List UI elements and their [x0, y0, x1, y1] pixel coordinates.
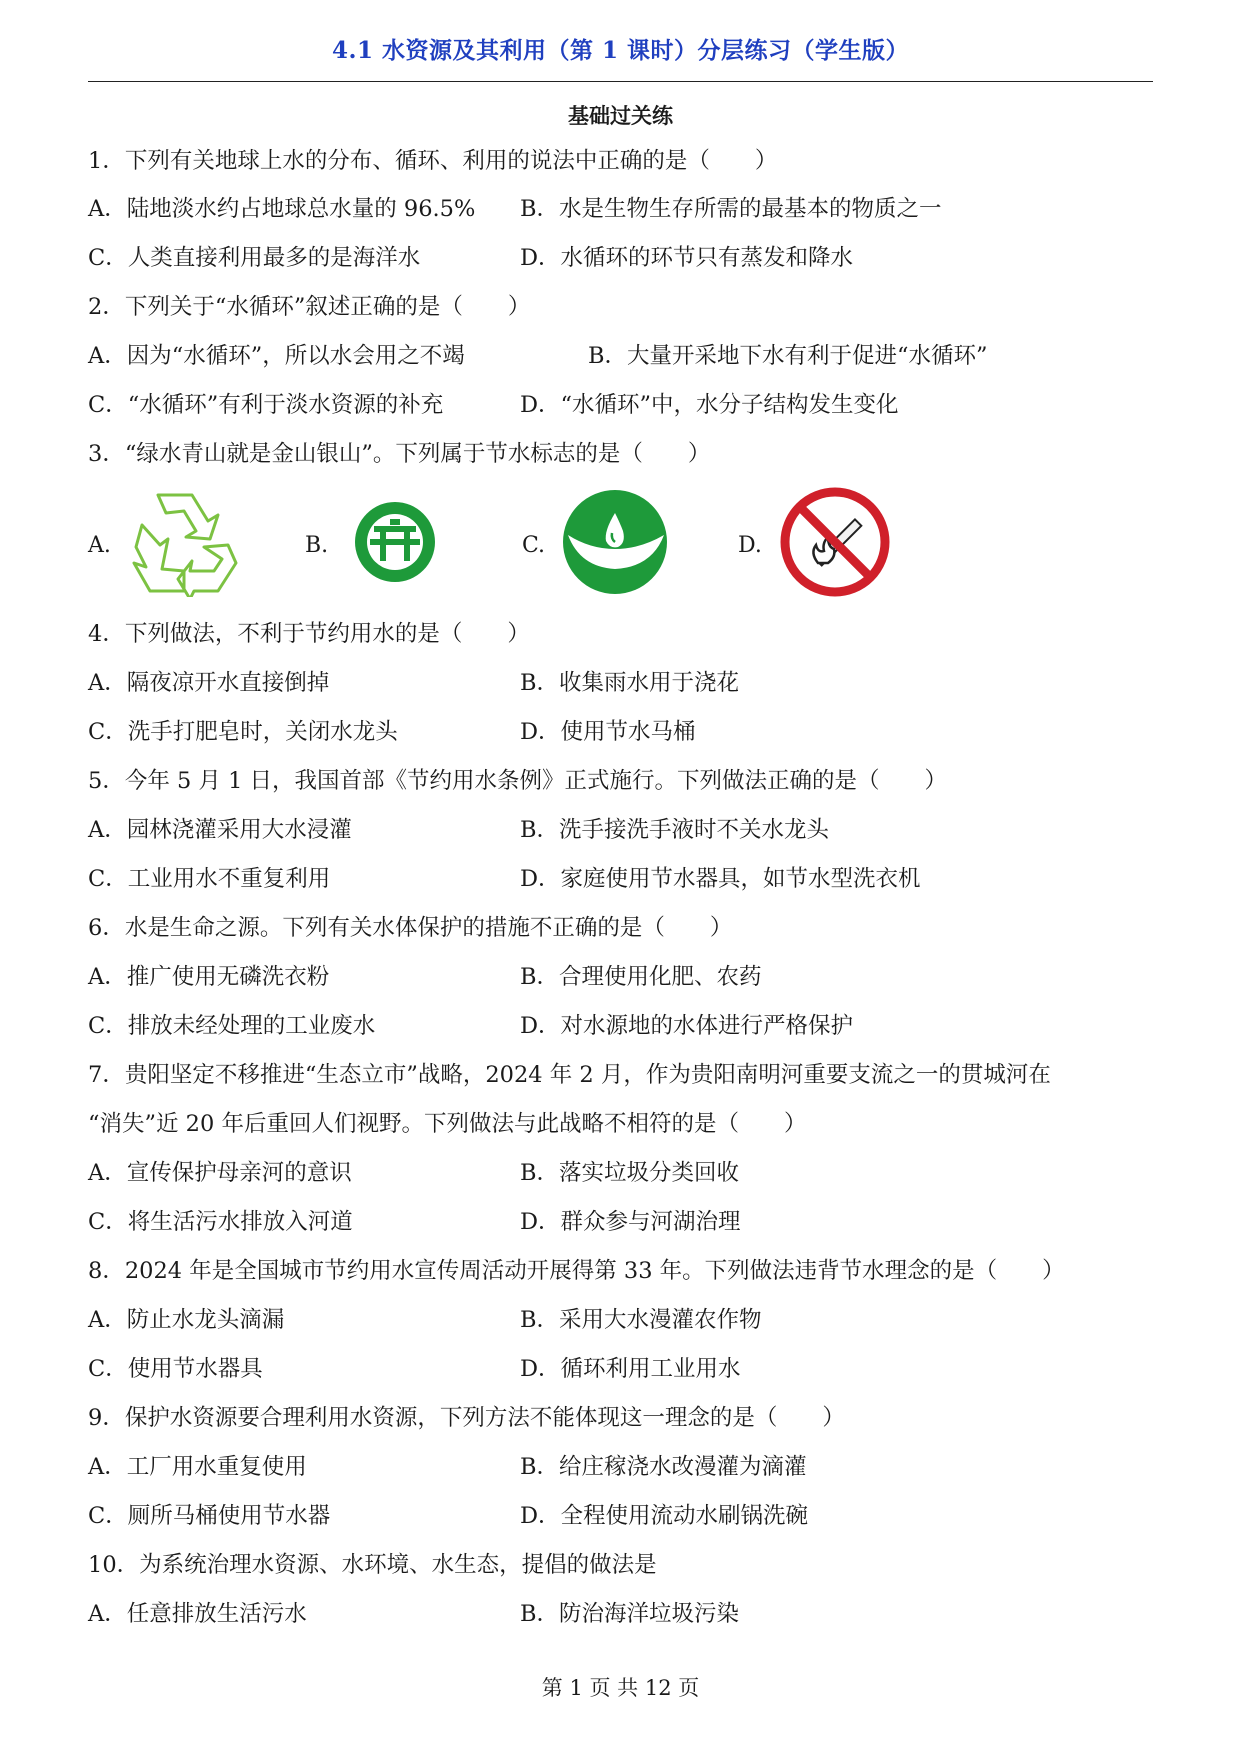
question-8-option-a[interactable]: A．防止水龙头滴漏 [88, 1307, 285, 1333]
question-2-option-a[interactable]: A．因为“水循环”，所以水会用之不竭 [88, 343, 465, 369]
question-7-stem: 7．贵阳坚定不移推进“生态立市”战略，2024 年 2 月，作为贵阳南明河重要支流之一的贯城河在 [88, 1062, 1051, 1088]
question-7-stem-continued: “消失”近 20 年后重回人们视野。下列做法与此战略不相符的是（ ） [88, 1111, 807, 1137]
question-5-stem: 5．今年 5 月 1 日，我国首部《节约用水条例》正式施行。下列做法正确的是（ ） [88, 768, 948, 794]
question-9-option-d[interactable]: D．全程使用流动水刷锅洗碗 [520, 1503, 809, 1529]
section-title: 基础过关练 [568, 103, 673, 128]
header-divider [88, 81, 1153, 82]
no-smoking-icon[interactable] [780, 487, 890, 597]
question-5-option-a[interactable]: A．园林浇灌采用大水浸灌 [88, 817, 352, 843]
question-4-option-b[interactable]: B．收集雨水用于浇花 [520, 670, 740, 696]
question-2-option-d[interactable]: D．“水循环”中，水分子结构发生变化 [520, 392, 899, 418]
question-7-option-b[interactable]: B．落实垃圾分类回收 [520, 1160, 740, 1186]
question-4-option-d[interactable]: D．使用节水马桶 [520, 719, 696, 745]
question-1-option-b[interactable]: B．水是生物生存所需的最基本的物质之一 [520, 196, 942, 222]
question-2-option-c[interactable]: C．“水循环”有利于淡水资源的补充 [88, 392, 444, 418]
question-1-option-c[interactable]: C．人类直接利用最多的是海洋水 [88, 245, 421, 271]
question-3-stem: 3．“绿水青山就是金山银山”。下列属于节水标志的是（ ） [88, 441, 711, 467]
question-1-option-d[interactable]: D．水循环的环节只有蒸发和降水 [520, 245, 854, 271]
green-building-icon[interactable] [340, 487, 450, 597]
page-title: 4.1 水资源及其利用（第 1 课时）分层练习（学生版） [331, 37, 910, 64]
question-8-stem: 8．2024 年是全国城市节约用水宣传周活动开展得第 33 年。下列做法违背节水理念的是（ ） [88, 1258, 1065, 1284]
question-1-option-a[interactable]: A．陆地淡水约占地球总水量的 96.5% [88, 196, 476, 222]
question-8-option-d[interactable]: D．循环利用工业用水 [520, 1356, 741, 1382]
question-6-stem: 6．水是生命之源。下列有关水体保护的措施不正确的是（ ） [88, 915, 733, 941]
question-4-stem: 4．下列做法，不利于节约用水的是（ ） [88, 621, 530, 647]
question-10-option-b[interactable]: B．防治海洋垃圾污染 [520, 1601, 740, 1627]
question-4-option-c[interactable]: C．洗手打肥皂时，关闭水龙头 [88, 719, 398, 745]
question-2-option-b[interactable]: B．大量开采地下水有利于促进“水循环” [588, 343, 988, 369]
question-5-option-d[interactable]: D．家庭使用节水器具，如节水型洗衣机 [520, 866, 921, 892]
question-9-stem: 9．保护水资源要合理利用水资源，下列方法不能体现这一理念的是（ ） [88, 1405, 845, 1431]
question-10-stem: 10．为系统治理水资源、水环境、水生态，提倡的做法是 [88, 1552, 657, 1578]
question-10-option-a[interactable]: A．任意排放生活污水 [88, 1601, 307, 1627]
question-8-option-c[interactable]: C．使用节水器具 [88, 1356, 263, 1382]
recycle-icon[interactable] [130, 487, 240, 597]
question-5-option-b[interactable]: B．洗手接洗手液时不关水龙头 [520, 817, 830, 843]
question-3-option-d-label[interactable]: D. [738, 533, 762, 558]
question-1-stem: 1．下列有关地球上水的分布、循环、利用的说法中正确的是（ ） [88, 148, 778, 174]
question-6-option-c[interactable]: C．排放未经处理的工业废水 [88, 1013, 376, 1039]
question-3-option-b-label[interactable]: B. [305, 533, 329, 558]
question-3-option-a-label[interactable]: A. [88, 533, 111, 558]
question-9-option-a[interactable]: A．工厂用水重复使用 [88, 1454, 307, 1480]
question-7-option-c[interactable]: C．将生活污水排放入河道 [88, 1209, 353, 1235]
page-footer: 第 1 页 共 12 页 [541, 1676, 700, 1700]
question-2-stem: 2．下列关于“水循环”叙述正确的是（ ） [88, 294, 531, 320]
question-9-option-c[interactable]: C．厕所马桶使用节水器 [88, 1503, 331, 1529]
question-6-option-b[interactable]: B．合理使用化肥、农药 [520, 964, 762, 990]
question-7-option-d[interactable]: D．群众参与河湖治理 [520, 1209, 741, 1235]
question-5-option-c[interactable]: C．工业用水不重复利用 [88, 866, 331, 892]
question-8-option-b[interactable]: B．采用大水漫灌农作物 [520, 1307, 762, 1333]
question-9-option-b[interactable]: B．给庄稼浇水改漫灌为滴灌 [520, 1454, 807, 1480]
question-7-option-a[interactable]: A．宣传保护母亲河的意识 [88, 1160, 352, 1186]
water-saving-icon[interactable] [560, 487, 670, 597]
question-6-option-a[interactable]: A．推广使用无磷洗衣粉 [88, 964, 330, 990]
question-4-option-a[interactable]: A．隔夜凉开水直接倒掉 [88, 670, 330, 696]
question-6-option-d[interactable]: D．对水源地的水体进行严格保护 [520, 1013, 854, 1039]
question-3-option-c-label[interactable]: C. [522, 533, 546, 558]
